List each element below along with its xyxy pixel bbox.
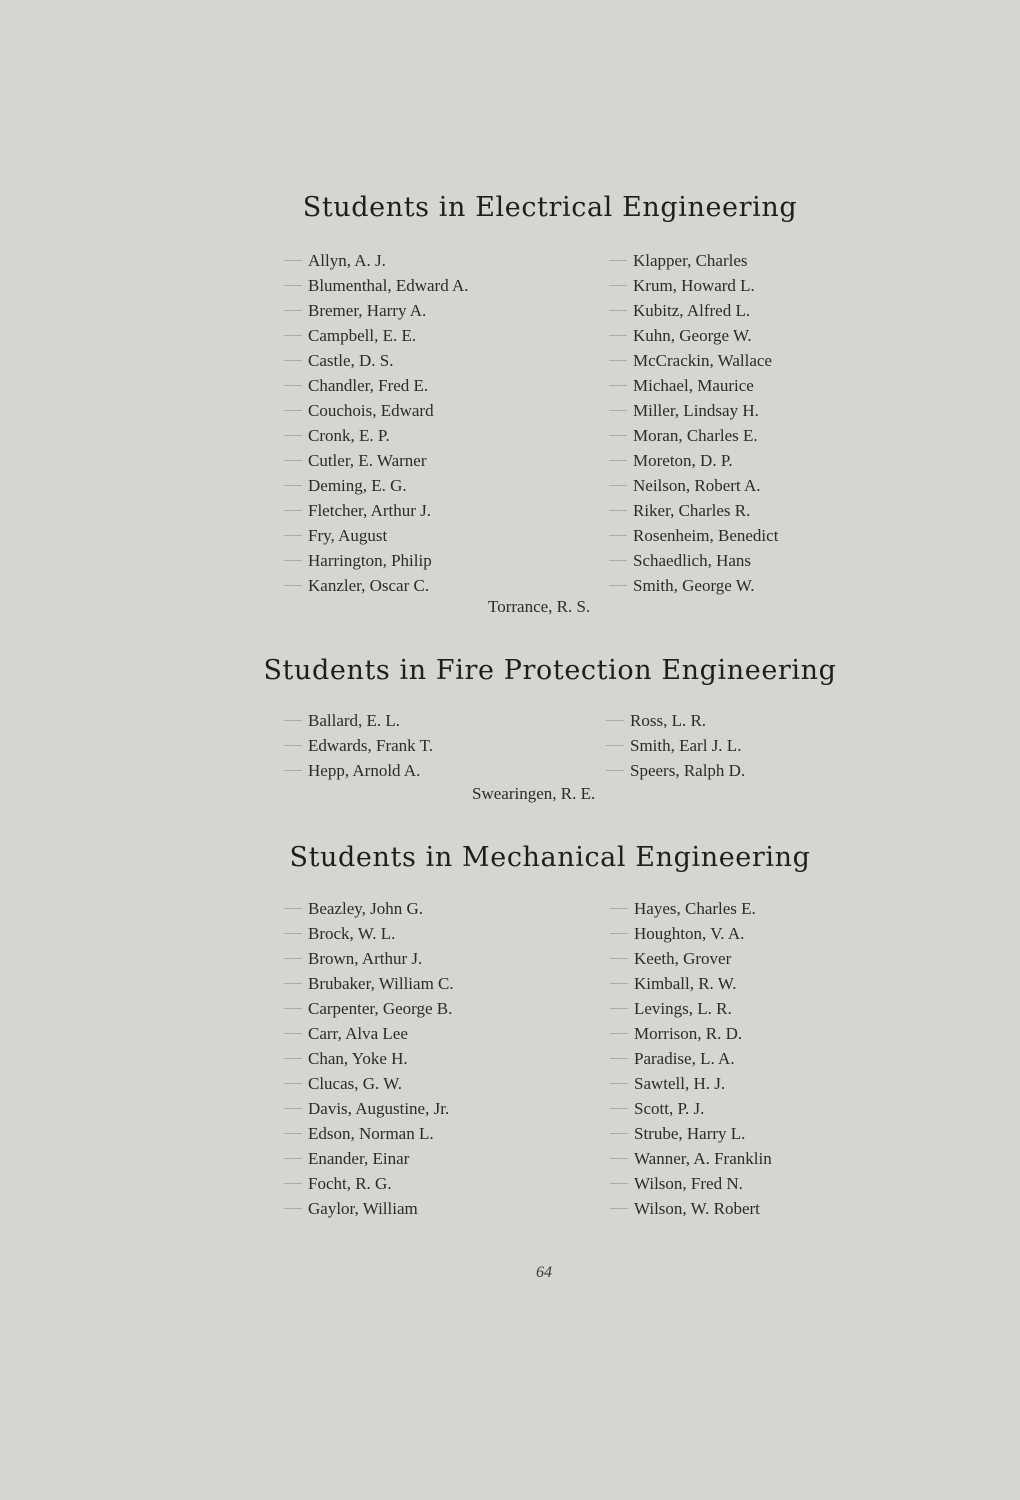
pencil-mark	[609, 260, 627, 261]
student-name-text: Wilson, W. Robert	[634, 1199, 760, 1218]
student-name	[634, 1196, 772, 1221]
fire-right-column	[630, 708, 745, 783]
student-name-text: Harrington, Philip	[308, 551, 432, 570]
pencil-mark	[284, 360, 302, 361]
student-name-text: Miller, Lindsay H.	[633, 401, 759, 420]
student-name	[308, 523, 469, 548]
pencil-mark	[284, 335, 302, 336]
student-name	[308, 1121, 454, 1146]
student-name	[308, 1046, 454, 1071]
student-name-text: Blumenthal, Edward A.	[308, 276, 469, 295]
pencil-mark	[609, 560, 627, 561]
student-name	[308, 1071, 454, 1096]
student-name-text: Houghton, V. A.	[634, 924, 745, 943]
pencil-mark	[609, 310, 627, 311]
student-name	[634, 921, 772, 946]
pencil-mark	[284, 1008, 302, 1009]
pencil-mark	[609, 460, 627, 461]
student-name	[630, 708, 745, 733]
student-name-text: Brubaker, William C.	[308, 974, 454, 993]
student-name-text: Hayes, Charles E.	[634, 899, 756, 918]
pencil-mark	[610, 1133, 628, 1134]
student-name	[630, 758, 745, 783]
student-name-text: Deming, E. G.	[308, 476, 407, 495]
student-name	[308, 248, 469, 273]
student-name-text: Paradise, L. A.	[634, 1049, 735, 1068]
student-name	[308, 398, 469, 423]
student-name	[633, 548, 778, 573]
pencil-mark	[610, 958, 628, 959]
student-name-text: Campbell, E. E.	[308, 326, 417, 345]
student-name	[308, 708, 433, 733]
student-name-text: Wilson, Fred N.	[634, 1174, 743, 1193]
mechanical-right-column	[634, 896, 772, 1221]
pencil-mark	[284, 285, 302, 286]
student-name-text: Focht, R. G.	[308, 1174, 392, 1193]
student-name-text: Smith, George W.	[633, 576, 755, 595]
pencil-mark	[610, 933, 628, 934]
student-name-text: Brock, W. L.	[308, 924, 396, 943]
student-name-text: Bremer, Harry A.	[308, 301, 427, 320]
student-name	[634, 996, 772, 1021]
student-name-text: Chandler, Fred E.	[308, 376, 429, 395]
pencil-mark	[609, 410, 627, 411]
pencil-mark	[284, 1108, 302, 1109]
student-name	[308, 323, 469, 348]
student-name-text: Neilson, Robert A.	[633, 476, 761, 495]
pencil-mark	[284, 560, 302, 561]
student-name-text: Sawtell, H. J.	[634, 1074, 726, 1093]
student-name-text: Levings, L. R.	[634, 999, 732, 1018]
student-name	[308, 473, 469, 498]
electrical-center-name: Torrance, R. S.	[488, 597, 591, 616]
pencil-mark	[284, 585, 302, 586]
student-name-text: Speers, Ralph D.	[630, 761, 746, 780]
student-name-text: Cutler, E. Warner	[308, 451, 427, 470]
student-name-text: Gaylor, William	[308, 1199, 418, 1218]
student-name-text: Morrison, R. D.	[634, 1024, 743, 1043]
pencil-mark	[284, 1183, 302, 1184]
fire-center-name: Swearingen, R. E.	[472, 784, 596, 803]
pencil-mark	[606, 770, 624, 771]
student-name-text: Wanner, A. Franklin	[634, 1149, 772, 1168]
student-name	[634, 1021, 772, 1046]
student-name	[634, 971, 772, 996]
pencil-mark	[609, 335, 627, 336]
student-name-text: Beazley, John G.	[308, 899, 424, 918]
pencil-mark	[610, 1208, 628, 1209]
pencil-mark	[284, 1083, 302, 1084]
student-name-text: Fry, August	[308, 526, 388, 545]
student-name	[634, 946, 772, 971]
student-name	[633, 423, 778, 448]
pencil-mark	[284, 908, 302, 909]
page-number: 64	[536, 1264, 552, 1281]
student-name-text: Edson, Norman L.	[308, 1124, 434, 1143]
student-name-text: McCrackin, Wallace	[633, 351, 772, 370]
student-name-text: Couchois, Edward	[308, 401, 434, 420]
student-name-text: Kanzler, Oscar C.	[308, 576, 430, 595]
pencil-mark	[284, 1058, 302, 1059]
student-name	[308, 348, 469, 373]
pencil-mark	[609, 285, 627, 286]
student-name-text: Michael, Maurice	[633, 376, 754, 395]
student-name-text: Ross, L. R.	[630, 711, 707, 730]
student-name-text: Klapper, Charles	[633, 251, 748, 270]
student-name	[633, 248, 778, 273]
student-name	[308, 1021, 454, 1046]
student-name	[633, 498, 778, 523]
student-name	[633, 448, 778, 473]
pencil-mark	[609, 485, 627, 486]
student-name	[308, 733, 433, 758]
student-name-text: Carr, Alva Lee	[308, 1024, 408, 1043]
pencil-mark	[284, 260, 302, 261]
student-name	[308, 298, 469, 323]
student-name	[308, 448, 469, 473]
pencil-mark	[606, 745, 624, 746]
pencil-mark	[284, 1133, 302, 1134]
pencil-mark	[284, 983, 302, 984]
pencil-mark	[284, 958, 302, 959]
electrical-heading: Students in Electrical Engineering	[302, 192, 798, 223]
student-name	[308, 946, 454, 971]
student-name-text: Krum, Howard L.	[633, 276, 755, 295]
pencil-mark	[284, 310, 302, 311]
pencil-mark	[284, 1158, 302, 1159]
student-name-text: Davis, Augustine, Jr.	[308, 1099, 450, 1118]
pencil-mark	[610, 1058, 628, 1059]
student-name-text: Clucas, G. W.	[308, 1074, 402, 1093]
student-name-text: Hepp, Arnold A.	[308, 761, 421, 780]
student-name-text: Ballard, E. L.	[308, 711, 401, 730]
student-name	[633, 298, 778, 323]
pencil-mark	[284, 1033, 302, 1034]
student-name-text: Strube, Harry L.	[634, 1124, 746, 1143]
student-name	[634, 1096, 772, 1121]
student-name	[634, 896, 772, 921]
student-name	[634, 1171, 772, 1196]
pencil-mark	[284, 410, 302, 411]
student-name	[308, 573, 469, 598]
student-name	[308, 373, 469, 398]
pencil-mark	[610, 1183, 628, 1184]
student-name	[308, 1171, 454, 1196]
pencil-mark	[609, 535, 627, 536]
student-name-text: Smith, Earl J. L.	[630, 736, 742, 755]
student-name-text: Kuhn, George W.	[633, 326, 752, 345]
pencil-mark	[610, 983, 628, 984]
student-name-text: Scott, P. J.	[634, 1099, 705, 1118]
pencil-mark	[606, 720, 624, 721]
electrical-right-column	[633, 248, 778, 598]
student-name-text: Castle, D. S.	[308, 351, 394, 370]
student-name-text: Chan, Yoke H.	[308, 1049, 408, 1068]
student-name	[633, 373, 778, 398]
student-name-text: Schaedlich, Hans	[633, 551, 752, 570]
student-name	[308, 758, 433, 783]
pencil-mark	[609, 360, 627, 361]
pencil-mark	[284, 535, 302, 536]
mechanical-heading: Students in Mechanical Engineering	[289, 842, 811, 873]
pencil-mark	[610, 1033, 628, 1034]
student-name-text: Riker, Charles R.	[633, 501, 751, 520]
pencil-mark	[284, 720, 302, 721]
student-name-text: Moreton, D. P.	[633, 451, 733, 470]
student-name	[634, 1121, 772, 1146]
pencil-mark	[610, 1083, 628, 1084]
pencil-mark	[284, 485, 302, 486]
pencil-mark	[284, 933, 302, 934]
student-name	[633, 473, 778, 498]
student-name	[633, 348, 778, 373]
student-name	[633, 523, 778, 548]
student-name-text: Moran, Charles E.	[633, 426, 758, 445]
student-name	[633, 323, 778, 348]
pencil-mark	[284, 510, 302, 511]
student-name	[308, 896, 454, 921]
student-name	[308, 1096, 454, 1121]
student-name	[308, 971, 454, 996]
student-name-text: Kubitz, Alfred L.	[633, 301, 751, 320]
student-name-text: Brown, Arthur J.	[308, 949, 423, 968]
student-name	[633, 573, 778, 598]
student-name-text: Kimball, R. W.	[634, 974, 737, 993]
pencil-mark	[610, 1108, 628, 1109]
student-name-text: Fletcher, Arthur J.	[308, 501, 432, 520]
student-name	[308, 1196, 454, 1221]
student-name	[308, 423, 469, 448]
student-name	[308, 921, 454, 946]
pencil-mark	[610, 1158, 628, 1159]
student-name	[308, 498, 469, 523]
student-name	[308, 996, 454, 1021]
student-name-text: Cronk, E. P.	[308, 426, 390, 445]
pencil-mark	[284, 770, 302, 771]
pencil-mark	[284, 1208, 302, 1209]
electrical-left-column	[308, 248, 469, 598]
student-name	[308, 548, 469, 573]
student-name-text: Edwards, Frank T.	[308, 736, 433, 755]
pencil-mark	[284, 745, 302, 746]
pencil-mark	[284, 435, 302, 436]
pencil-mark	[609, 435, 627, 436]
pencil-mark	[609, 385, 627, 386]
student-name	[630, 733, 745, 758]
student-name-text: Keeth, Grover	[634, 949, 732, 968]
student-name	[634, 1071, 772, 1096]
student-name	[634, 1046, 772, 1071]
student-name	[633, 273, 778, 298]
fire-left-column	[308, 708, 433, 783]
fire-protection-heading: Students in Fire Protection Engineering	[263, 655, 837, 686]
student-name-text: Allyn, A. J.	[308, 251, 386, 270]
pencil-mark	[610, 908, 628, 909]
pencil-mark	[610, 1008, 628, 1009]
student-name	[308, 273, 469, 298]
student-name-text: Enander, Einar	[308, 1149, 410, 1168]
mechanical-left-column	[308, 896, 454, 1221]
pencil-mark	[284, 460, 302, 461]
pencil-mark	[284, 385, 302, 386]
student-name	[633, 398, 778, 423]
pencil-mark	[609, 585, 627, 586]
student-name	[308, 1146, 454, 1171]
student-name-text: Carpenter, George B.	[308, 999, 453, 1018]
student-name	[634, 1146, 772, 1171]
student-name-text: Rosenheim, Benedict	[633, 526, 779, 545]
pencil-mark	[609, 510, 627, 511]
